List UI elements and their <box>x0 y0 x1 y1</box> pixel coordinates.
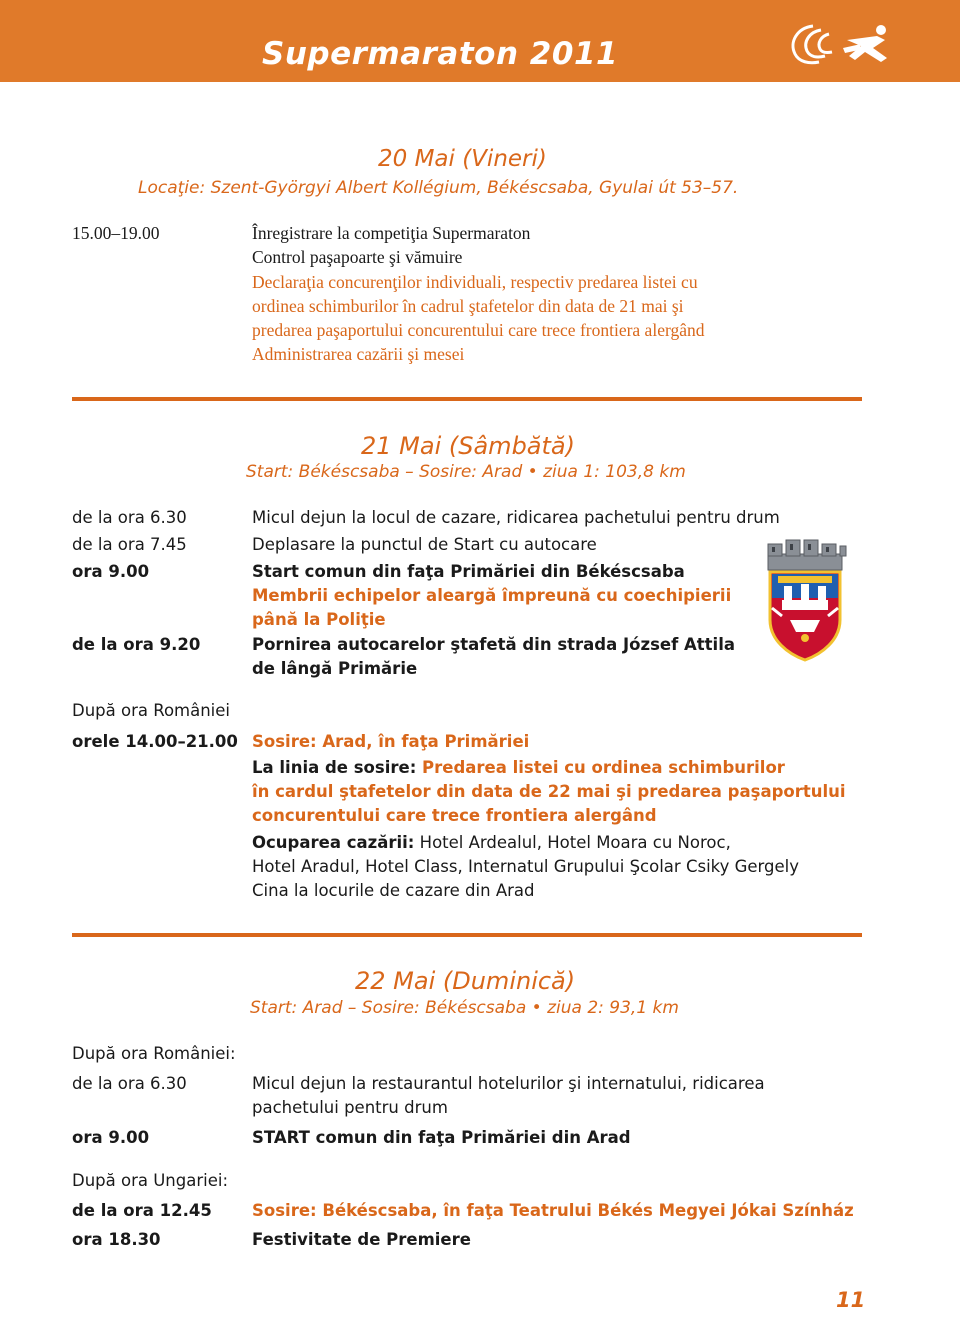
day2-time-3: ora 9.00 <box>72 562 150 581</box>
day2-desc-5: Sosire: Arad, în faţa Primăriei <box>252 732 530 751</box>
divider-2 <box>72 933 862 937</box>
day2-desc-6-label: La linia de sosire: <box>252 758 417 777</box>
day2-time-1: de la ora 6.30 <box>72 508 187 527</box>
day3-time-2: ora 9.00 <box>72 1128 150 1147</box>
day1-line-6: Administrarea cazării şi mesei <box>252 344 465 364</box>
day2-time-5: orele 14.00–21.00 <box>72 732 238 751</box>
day2-desc-7-text: Hotel Ardealul, Hotel Moara cu Noroc, <box>419 833 731 852</box>
day2-time-2: de la ora 7.45 <box>72 535 187 554</box>
day3-subtitle: Start: Arad – Sosire: Békéscsaba • ziua 2: 93,1 km <box>250 998 679 1018</box>
day2-desc-3b: Membrii echipelor aleargă împreună cu coechipierii <box>252 586 732 605</box>
day2-subtitle: Start: Békéscsaba – Sosire: Arad • ziua 1: 103,8 km <box>246 462 686 482</box>
day2-desc-7-label: Ocuparea cazării: <box>252 833 415 852</box>
day1-line-1: Înregistrare la competiţia Supermaraton <box>252 223 531 243</box>
day2-desc-6c: concurentului care trece frontiera alergând <box>252 806 657 825</box>
day2-desc-1: Micul dejun la locul de cazare, ridicarea pachetului pentru drum <box>252 508 780 527</box>
day2-desc-4b: de lângă Primărie <box>252 659 418 678</box>
day3-desc-2: START comun din faţa Primăriei din Arad <box>252 1128 631 1147</box>
runner-logo-icon <box>785 18 905 68</box>
day2-desc-2: Deplasare la punctul de Start cu autocare <box>252 535 597 554</box>
day2-desc-6b: în cardul ştafetelor din data de 22 mai şi predarea paşaportului <box>252 782 846 801</box>
day1-time: 15.00–19.00 <box>72 223 160 243</box>
day2-desc-6-text: Predarea listei cu ordinea schimburilor <box>422 758 785 777</box>
day2-desc-7b: Hotel Aradul, Hotel Class, Internatul Grupului Şcolar Csiky Gergely <box>252 857 800 876</box>
day3-desc-3: Sosire: Békéscsaba, în faţa Teatrului Békés Megyei Jókai Színház <box>252 1201 854 1220</box>
day2-desc-7c: Cina la locurile de cazare din Arad <box>252 881 535 900</box>
day1-line-5: predarea paşaportului concurentului care trece frontiera alergând <box>252 320 705 340</box>
divider-1 <box>72 397 862 401</box>
day1-line-3: Declaraţia concurenţilor individuali, respectiv predarea listei cu <box>252 272 698 292</box>
day2-title: 21 Mai (Sâmbătă) <box>361 432 575 460</box>
day1-line-2: Control paşapoarte şi vămuire <box>252 247 463 267</box>
day3-time-4: ora 18.30 <box>72 1230 161 1249</box>
day3-desc-4: Festivitate de Premiere <box>252 1230 471 1249</box>
header-title: Supermaraton 2011 <box>262 36 619 72</box>
day2-desc-3: Start comun din faţa Primăriei din Békéscsaba <box>252 562 685 581</box>
day2-desc-6 <box>252 756 785 779</box>
day2-note: După ora României <box>72 701 231 720</box>
day3-desc-1b: pachetului pentru drum <box>252 1098 448 1117</box>
day3-title: 22 Mai (Duminică) <box>355 967 576 995</box>
coat-of-arms-icon <box>760 536 850 664</box>
day2-desc-4: Pornirea autocarelor ştafetă din strada József Attila <box>252 635 736 654</box>
day3-time-3: de la ora 12.45 <box>72 1201 212 1220</box>
day1-title: 20 Mai (Vineri) <box>378 146 547 172</box>
day3-note-1: După ora României: <box>72 1044 236 1063</box>
day2-time-4: de la ora 9.20 <box>72 635 201 654</box>
page-header <box>0 0 960 82</box>
day3-note-2: După ora Ungariei: <box>72 1171 229 1190</box>
day3-desc-1: Micul dejun la restaurantul hotelurilor şi internatului, ridicarea <box>252 1074 765 1093</box>
day3-time-1: de la ora 6.30 <box>72 1074 187 1093</box>
day1-location: Locaţie: Szent-Györgyi Albert Kollégium, Békéscsaba, Gyulai út 53–57. <box>138 178 739 198</box>
page-number: 11 <box>836 1288 866 1312</box>
day2-desc-3c: până la Poliţie <box>252 610 386 629</box>
day1-line-4: ordinea schimburilor în cadrul ştafetelor din data de 21 mai şi <box>252 296 684 316</box>
